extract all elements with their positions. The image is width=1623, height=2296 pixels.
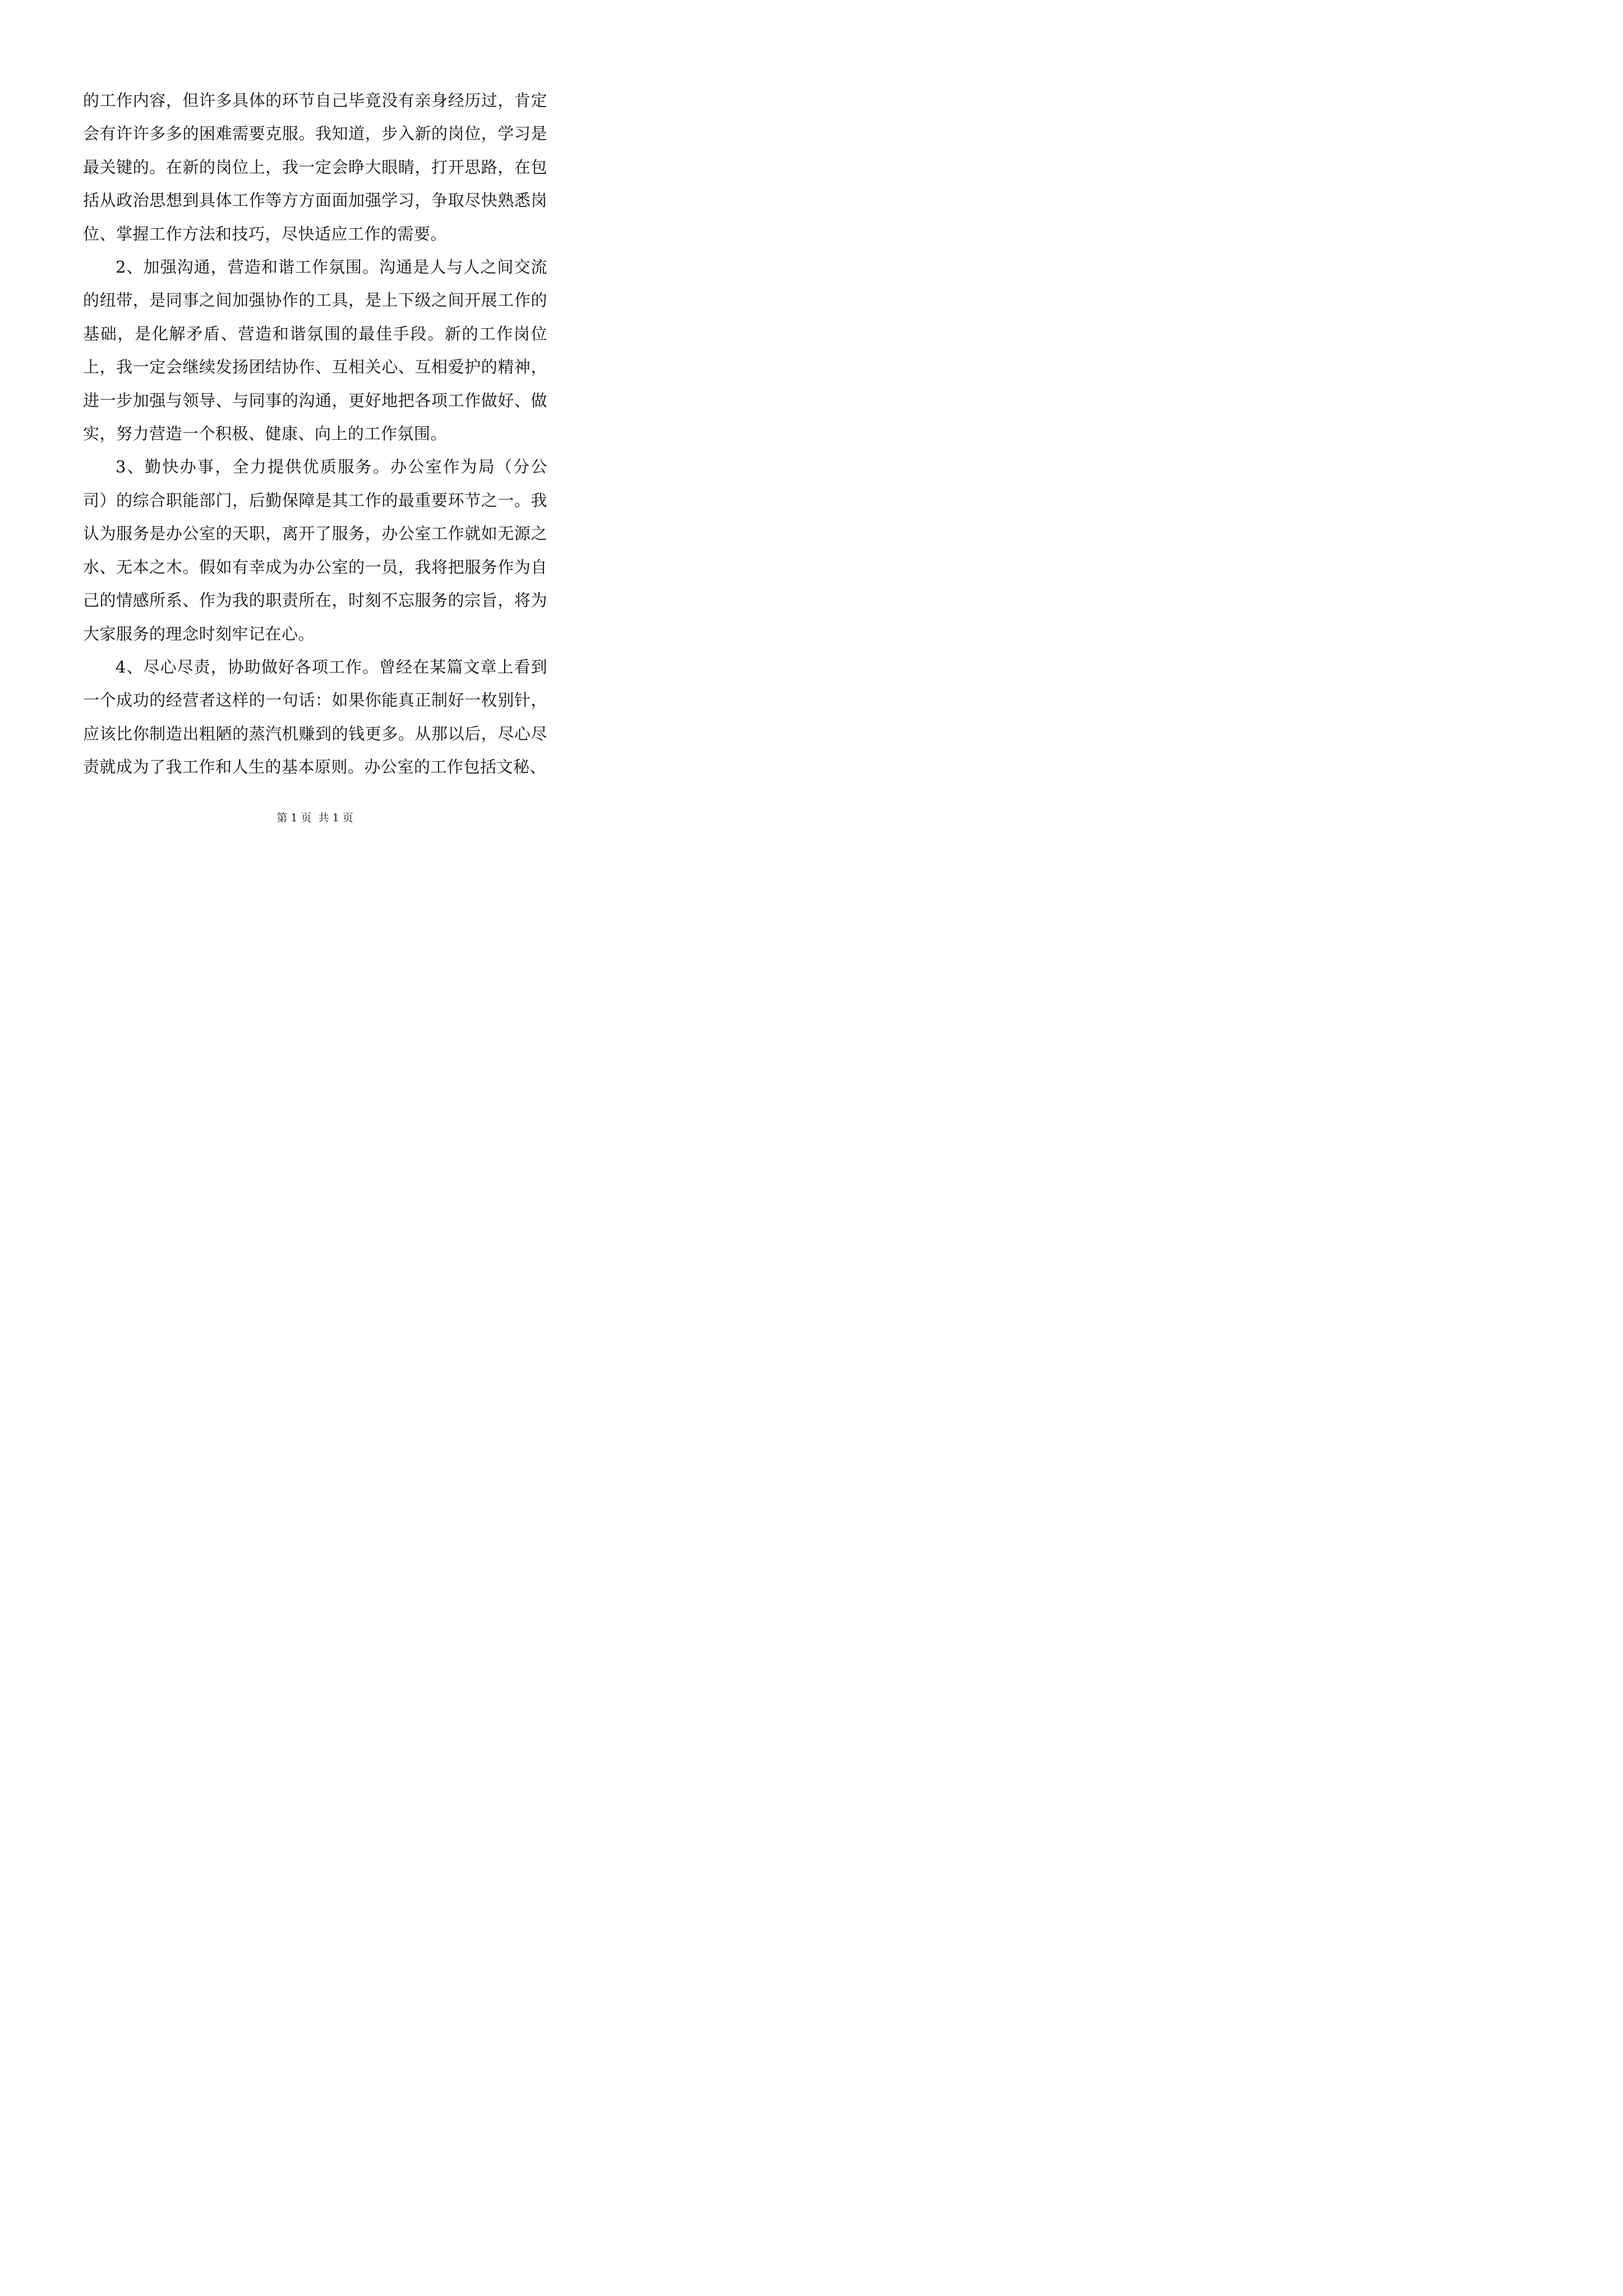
paragraph-item-3: 3、勤快办事，全力提供优质服务。办公室作为局（分公司）的综合职能部门，后勤保障是其工作的最重要环节之一。我认为服务是办公室的天职，离开了服务，办公室工作就如无源之水、无本之木。假如有幸成为办公室的一员，我将把服务作为自己的情感所系、作为我的职责所在，时刻不忘服务的宗旨，将为大家服务的理念时刻牢记在心。 xyxy=(83,457,547,643)
document-page xyxy=(0,0,630,890)
page-footer xyxy=(0,811,630,825)
paragraph-item-4: 4、尽心尽责，协助做好各项工作。曾经在某篇文章上看到一个成功的经营者这样的一句话：如果你能真正制好一枚别针，应该比你制造出粗陋的蒸汽机赚到的钱更多。从那以后，尽心尽责就成为了我工作和人生的基本原则。办公室的工作包括文秘、 xyxy=(83,657,547,777)
document-body xyxy=(83,84,547,784)
paragraph-item-2: 2、加强沟通，营造和谐工作氛围。沟通是人与人之间交流的纽带，是同事之间加强协作的工具，是上下级之间开展工作的基础，是化解矛盾、营造和谐氛围的最佳手段。新的工作岗位上，我一定会继续发扬团结协作、互相关心、互相爱护的精神，进一步加强与领导、与同事的沟通，更好地把各项工作做好、做实，努力营造一个积极、健康、向上的工作氛围。 xyxy=(83,257,547,444)
page-number-label: 第 1 页 共 1 页 xyxy=(276,812,353,824)
paragraph-continuation: 的工作内容，但许多具体的环节自己毕竟没有亲身经历过，肯定会有许许多多的困难需要克服。我知道，步入新的岗位，学习是最关键的。在新的岗位上，我一定会睁大眼睛，打开思路，在包括从政治思想到具体工作等方方面面加强学习，争取尽快熟悉岗位、掌握工作方法和技巧，尽快适应工作的需要。 xyxy=(83,91,547,243)
